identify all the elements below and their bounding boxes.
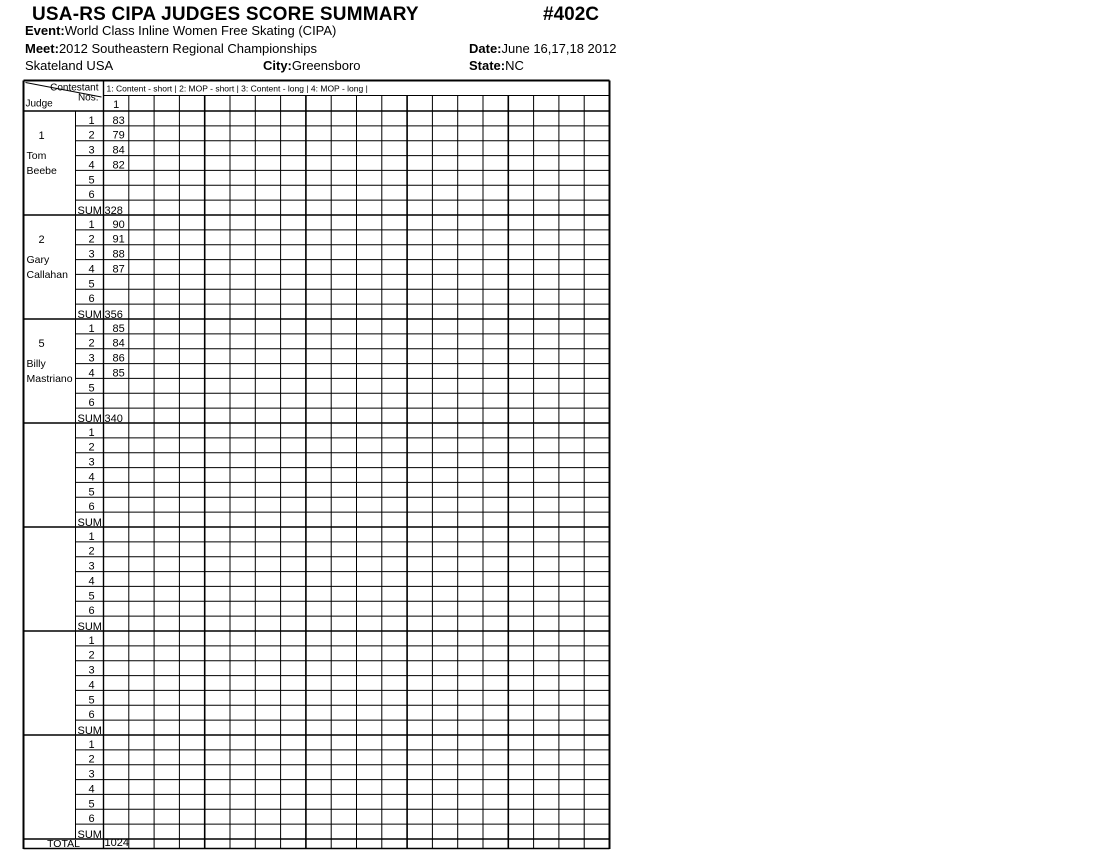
row-number: 1 — [88, 738, 95, 751]
form-number: #402C — [543, 4, 599, 25]
row-number: 1 — [88, 530, 95, 543]
judge-last-name: Callahan — [26, 269, 68, 281]
row-number: 6 — [88, 397, 95, 410]
score-value: 85 — [112, 322, 125, 335]
row-number: 5 — [88, 798, 95, 811]
row-number: 2 — [88, 129, 95, 142]
state-value: NC — [505, 58, 524, 73]
row-number: 1 — [88, 426, 95, 439]
row-number: 6 — [88, 709, 95, 722]
meet-value: 2012 Southeastern Regional Championships — [58, 41, 317, 56]
score-value: 87 — [112, 263, 125, 276]
row-number: 1 — [88, 634, 95, 647]
score-value: 79 — [112, 129, 125, 142]
row-number: 2 — [88, 233, 95, 246]
row-number: 5 — [88, 694, 95, 707]
score-value: 84 — [112, 144, 125, 157]
row-number: 3 — [88, 664, 95, 677]
row-number: 3 — [88, 144, 95, 157]
sum-label: SUM — [77, 620, 102, 633]
row-number: 2 — [88, 441, 95, 454]
row-number: 5 — [88, 278, 95, 291]
row-number: 6 — [88, 189, 95, 202]
judge-first-name: Gary — [26, 254, 50, 266]
event-label: Event: — [25, 23, 65, 38]
sum-label: SUM — [77, 204, 102, 217]
row-number: 3 — [88, 456, 95, 469]
row-number: 5 — [88, 590, 95, 603]
score-value: 84 — [112, 337, 125, 350]
row-number: 6 — [88, 501, 95, 514]
judge-number: 1 — [38, 130, 45, 142]
score-value: 90 — [112, 218, 125, 231]
row-number: 3 — [88, 352, 95, 365]
total-value: 1024 — [104, 837, 129, 849]
row-number: 1 — [88, 114, 95, 127]
city-value: Greensboro — [291, 58, 361, 73]
judge-first-name: Tom — [26, 150, 47, 162]
sum-label: SUM — [77, 724, 102, 737]
judge-last-name: Mastriano — [26, 373, 73, 385]
row-number: 4 — [88, 367, 95, 380]
row-number: 5 — [88, 486, 95, 499]
state-label: State: — [469, 58, 506, 73]
row-number: 1 — [88, 218, 95, 231]
city-label: City: — [263, 58, 292, 73]
contestant-number: 1 — [113, 99, 120, 111]
row-number: 2 — [88, 753, 95, 766]
total-label: TOTAL — [47, 838, 80, 850]
judge-first-name: Billy — [26, 358, 46, 370]
row-number: 2 — [88, 649, 95, 662]
row-number: 5 — [88, 174, 95, 187]
row-number: 6 — [88, 813, 95, 826]
score-legend: 1: Content - short | 2: MOP - short | 3: Content - long | 4: MOP - long | — [106, 83, 368, 94]
venue: Skateland USA — [25, 58, 114, 73]
date-value: June 16,17,18 2012 — [501, 41, 617, 56]
score-value: 88 — [112, 248, 125, 261]
row-number: 6 — [88, 605, 95, 618]
row-number: 4 — [88, 783, 95, 796]
row-number: 2 — [88, 545, 95, 558]
sum-label: SUM — [77, 412, 102, 425]
row-number: 4 — [88, 575, 95, 588]
score-value: 86 — [112, 352, 125, 365]
row-number: 3 — [88, 248, 95, 261]
judge-last-name: Beebe — [26, 165, 57, 177]
sum-value: 340 — [104, 412, 123, 425]
sum-value: 356 — [104, 308, 123, 321]
corner-judge-label: Judge — [25, 98, 53, 110]
row-number: 4 — [88, 159, 95, 172]
score-value: 83 — [112, 114, 125, 127]
corner-contestant-label: Contestant — [50, 82, 99, 94]
judge-number: 5 — [38, 338, 45, 350]
sum-value: 328 — [104, 204, 123, 217]
judge-number: 2 — [38, 234, 45, 246]
sum-label: SUM — [77, 828, 102, 841]
row-number: 6 — [88, 293, 95, 306]
row-number: 3 — [88, 768, 95, 781]
row-number: 1 — [88, 322, 95, 335]
row-number: 2 — [88, 337, 95, 350]
date-label: Date: — [469, 41, 502, 56]
row-number: 4 — [88, 471, 95, 484]
meet-label: Meet: — [25, 41, 59, 56]
event-value: World Class Inline Women Free Skating (CIPA) — [64, 23, 337, 38]
row-number: 5 — [88, 382, 95, 395]
row-number: 4 — [88, 679, 95, 692]
page-title: USA-RS CIPA JUDGES SCORE SUMMARY — [32, 4, 419, 25]
row-number: 4 — [88, 263, 95, 276]
score-value: 82 — [112, 159, 125, 172]
sum-label: SUM — [77, 516, 102, 529]
row-number: 3 — [88, 560, 95, 573]
score-value: 91 — [112, 233, 125, 246]
score-value: 85 — [112, 367, 125, 380]
corner-nos-label: Nos. — [77, 92, 99, 104]
sum-label: SUM — [77, 308, 102, 321]
